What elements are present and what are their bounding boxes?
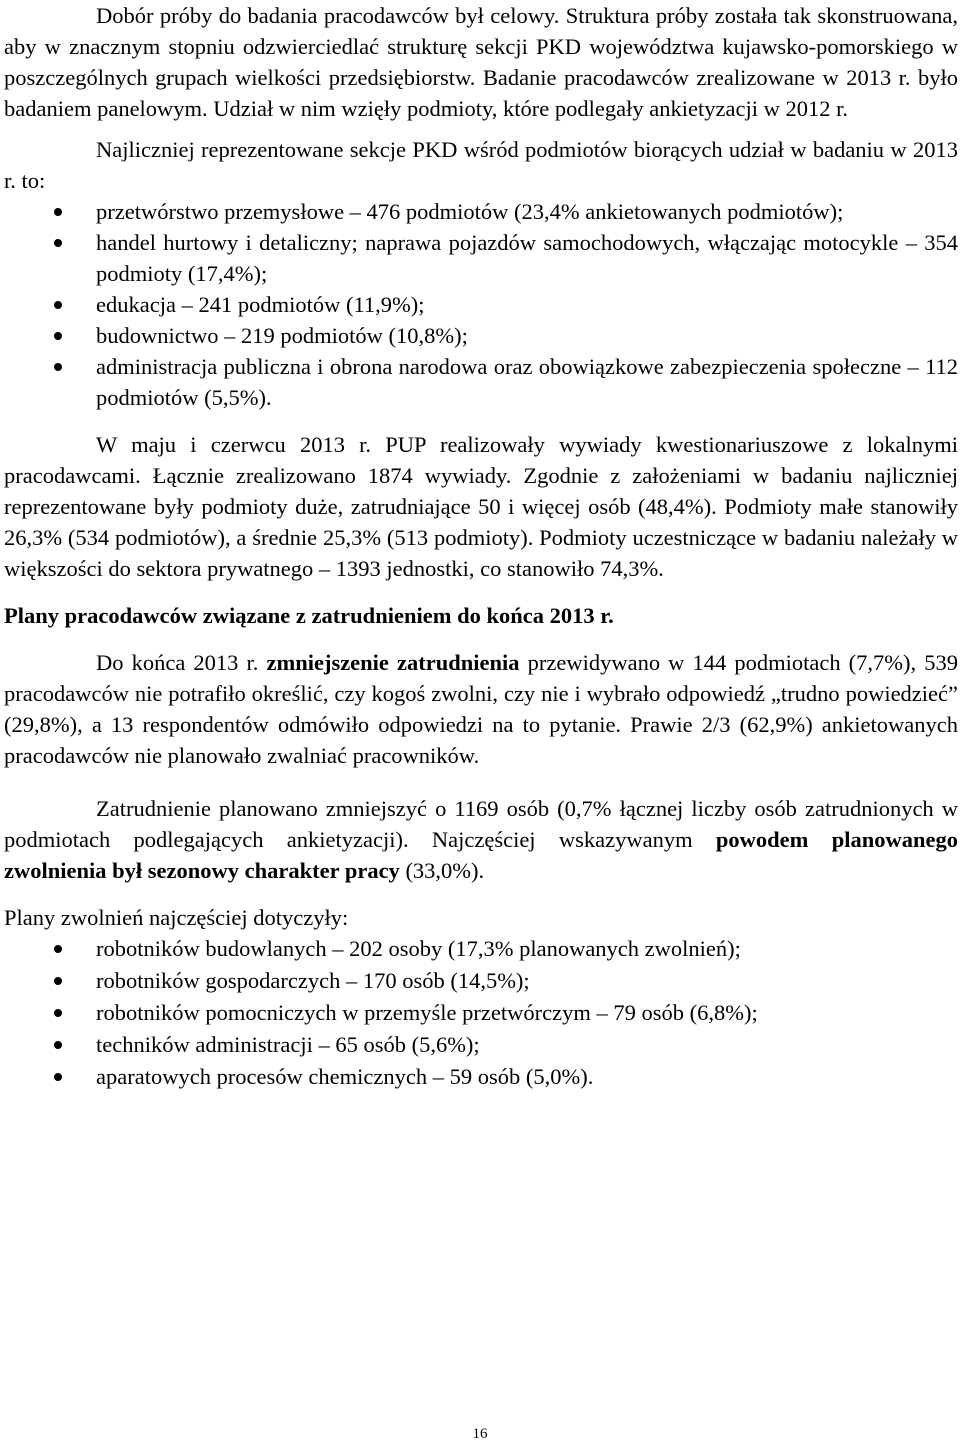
list-item: przetwórstwo przemysłowe – 476 podmiotów (23,4% ankietowanych podmiotów); [4,196,958,227]
intro-paragraph-sample: Dobór próby do badania pracodawców był celowy. Struktura próby została tak skonstruowana, aby w znacznym stopniu odzwierciedlać strukturę sekcji PKD województwa kujawsko-pomorskiego w poszczególnych grupach wielkości przedsiębiorstw. Badanie pracodawców zrealizowane w 2013 r. było badaniem panelowym. Udział w nim wzięły podmioty, które podlegały ankietyzacji w 2012 r. [4,3,958,121]
intro-paragraph-sections: Najliczniej reprezentowane sekcje PKD wśród podmiotów biorących udział w badaniu w 2013 r. to: [4,137,958,193]
bullet-icon [54,332,62,340]
list-item: robotników gospodarczych – 170 osób (14,5%); [4,965,958,996]
bullet-icon [54,977,62,985]
pkd-sections-list [4,196,958,413]
bullet-icon [54,1009,62,1017]
bullet-icon [54,945,62,953]
list-item: handel hurtowy i detaliczny; naprawa pojazdów samochodowych, włączając motocykle – 354 podmioty (17,4%); [4,227,958,289]
list-item: edukacja – 241 podmiotów (11,9%); [4,289,958,320]
list-item: robotników budowlanych – 202 osoby (17,3% planowanych zwolnień); [4,933,958,964]
document-page [4,0,958,1093]
plans-paragraph-layoffs-intro: Plany zwolnień najczęściej dotyczyły: [4,905,349,930]
plans-paragraph-reduction: Do końca 2013 r. zmniejszenie zatrudnienia przewidywano w 144 podmiotach (7,7%), 539 pracodawców nie potrafiło określić, czy kogoś zwolni, czy nie i wybrało odpowiedź „trudno powiedzieć” (29,8%), a 13 respondentów odmówiło odpowiedzi na to pytanie. Prawie 2/3 (62,9%) ankietowanych pracodawców nie planowało zwalniać pracowników. [4,650,958,768]
list-item: robotników pomocniczych w przemyśle przetwórczym – 79 osób (6,8%); [4,997,958,1028]
list-item: administracja publiczna i obrona narodowa oraz obowiązkowe zabezpieczenia społeczne – 112 podmiotów (5,5%). [4,351,958,413]
survey-paragraph: W maju i czerwcu 2013 r. PUP realizowały wywiady kwestionariuszowe z lokalnymi pracodawcami. Łącznie zrealizowano 1874 wywiady. Zgodnie z założeniami w badaniu najliczniej reprezentowane były podmioty duże, zatrudniające 50 i więcej osób (48,4%). Podmioty małe stanowiły 26,3% (534 podmiotów), a średnie 25,3% (513 podmioty). Podmioty uczestniczące w badaniu należały w większości do sektora prywatnego – 1393 jednostki, co stanowiło 74,3%. [4,432,958,581]
list-item: techników administracji – 65 osób (5,6%); [4,1029,958,1060]
bullet-icon [54,1041,62,1049]
bullet-icon [54,363,62,371]
bullet-icon [54,208,62,216]
section-heading: Plany pracodawców związane z zatrudnieniem do końca 2013 r. [4,603,614,628]
list-item: budownictwo – 219 podmiotów (10,8%); [4,320,958,351]
layoffs-list [4,933,958,1092]
page-number: 16 [472,1426,488,1442]
bullet-icon [54,239,62,247]
bullet-icon [54,1073,62,1081]
plans-paragraph-reason: Zatrudnienie planowano zmniejszyć o 1169 osób (0,7% łącznej liczby osób zatrudnionych w podmiotach podlegających ankietyzacji). Najczęściej wskazywanym powodem planowanego zwolnienia był sezonowy charakter pracy (33,0%). [4,796,958,883]
list-item: aparatowych procesów chemicznych – 59 osób (5,0%). [4,1061,958,1092]
bullet-icon [54,301,62,309]
